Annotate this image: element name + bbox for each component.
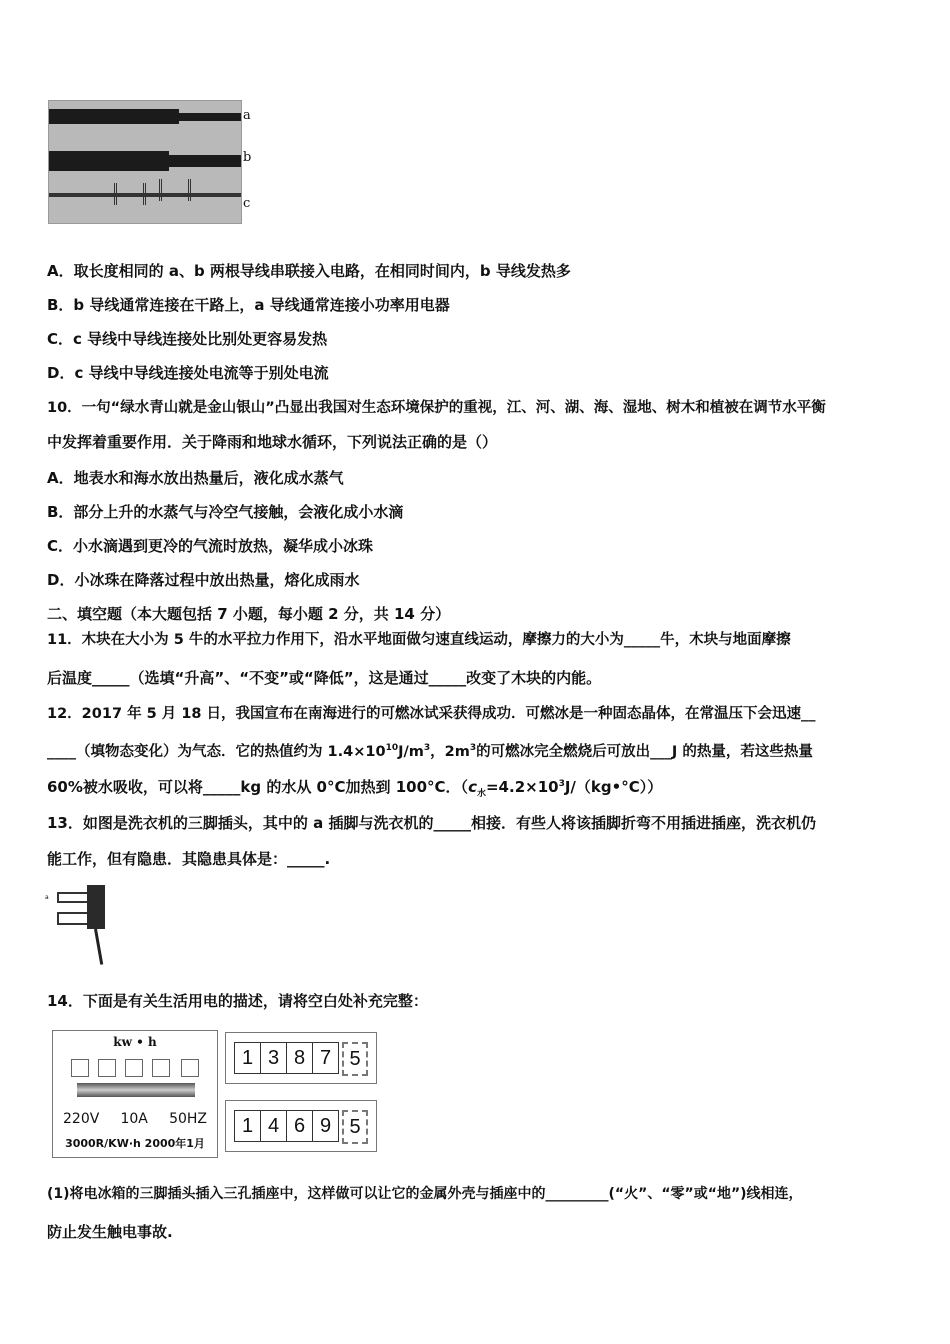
plug-figure [45,882,115,968]
text: ____（填物态变化）为气态．它的热值约为 1.4×10 [47,743,386,760]
q14-sub1-line2: 防止发生触电事故. [47,1223,173,1241]
q12-line1: 12．2017 年 5 月 18 日，我国宣布在南海进行的可燃冰试采获得成功．可燃冰是一种固态晶体，在常温压下会迅速__ [47,706,816,722]
q9-option-b: B．b 导线通常连接在干路上，a 导线通常连接小功率用电器 [47,296,450,314]
q14-sub1-line1: (1)将电冰箱的三脚插头插入三孔插座中，这样做可以让它的金属外壳与插座中的_________(“火”、“零”或“地”)线相连， [47,1186,803,1202]
electricity-meter [52,1030,218,1158]
text: ，2m [430,743,470,760]
subscript: 水 [476,789,486,799]
q10-option-a: A．地表水和海水放出热量后，液化成水蒸气 [47,469,344,487]
q10-option-c: C．小水滴遇到更冷的气流时放热，凝华成小冰珠 [47,537,374,555]
wire-label-a: a [243,108,251,123]
digit: 7 [312,1042,339,1074]
meter-frequency: 50HZ [169,1111,207,1127]
q14-line1: 14．下面是有关生活用电的描述，请将空白处补充完整： [47,992,428,1010]
decimal-digit: 5 [342,1042,368,1076]
wire-label-c: c [243,196,251,211]
plug-label-a: a [45,894,49,901]
superscript: 3 [423,743,431,753]
superscript: 3 [469,743,477,753]
wire-label-b: b [243,150,252,165]
symbol-c: c [468,778,477,796]
digit: 3 [260,1042,287,1074]
q9-option-a: A．取长度相同的 a、b 两根导线串联接入电路，在相同时间内，b 导线发热多 [47,262,571,280]
section-heading: 二、填空题（本大题包括 7 小题，每小题 2 分，共 14 分） [47,605,451,623]
text: 60%被水吸收，可以将_____kg 的水从 0°C加热到 100°C．（ [47,778,469,796]
decimal-digit: 5 [342,1110,368,1144]
digit: 1 [234,1110,261,1142]
q9-option-d: D．c 导线中导线连接处电流等于别处电流 [47,364,329,382]
superscript: 3 [558,779,565,789]
meter-rating: 3000R/KW·h 2000年1月 [65,1137,205,1150]
digit: 4 [260,1110,287,1142]
q11-line2: 后温度_____（选填“升高”、“不变”或“降低”，这是通过_____改变了木块的内能。 [47,669,602,687]
meter-current: 10A [120,1111,148,1127]
text: =4.2×10 [485,778,559,796]
text: J/m [398,743,424,760]
q10-option-b: B．部分上升的水蒸气与冷空气接触，会液化成小水滴 [47,503,404,521]
digit: 8 [286,1042,313,1074]
q13-line1: 13．如图是洗衣机的三脚插头，其中的 a 插脚与洗衣机的_____相接．有些人将该插脚折弯不用插进插座，洗衣机仍 [47,814,816,832]
meter-disc [77,1083,195,1097]
meter-reading-1 [225,1032,377,1084]
digit: 9 [312,1110,339,1142]
meter-voltage: 220V [63,1111,100,1127]
text: J/（kg•°C）） [564,778,663,796]
meter-unit: kw • h [113,1035,157,1049]
q11-line1: 11．木块在大小为 5 牛的水平拉力作用下，沿水平地面做匀速直线运动，摩擦力的大小为_____牛，木块与地面摩擦 [47,632,791,648]
q12-line2 [47,738,813,762]
q9-option-c: C．c 导线中导线连接处比别处更容易发热 [47,330,328,348]
q12-line3 [47,774,662,804]
meter-reading-2 [225,1100,377,1152]
q10-option-d: D．小冰珠在降落过程中放出热量，熔化成雨水 [47,571,360,589]
q13-line2: 能工作，但有隐患．其隐患具体是：_____. [47,850,331,868]
digit: 6 [286,1110,313,1142]
wires-photo [48,100,242,224]
text: 的可燃冰完全燃烧后可放出___J 的热量，若这些热量 [476,743,813,760]
superscript: 10 [385,743,399,753]
q10-stem-2: 中发挥着重要作用．关于降雨和地球水循环，下列说法正确的是（） [47,433,498,451]
q10-stem: 10．一句“绿水青山就是金山银山”凸显出我国对生态环境保护的重视，江、河、湖、海、湿地、树木和植被在调节水平衡 [47,400,826,416]
digit: 1 [234,1042,261,1074]
